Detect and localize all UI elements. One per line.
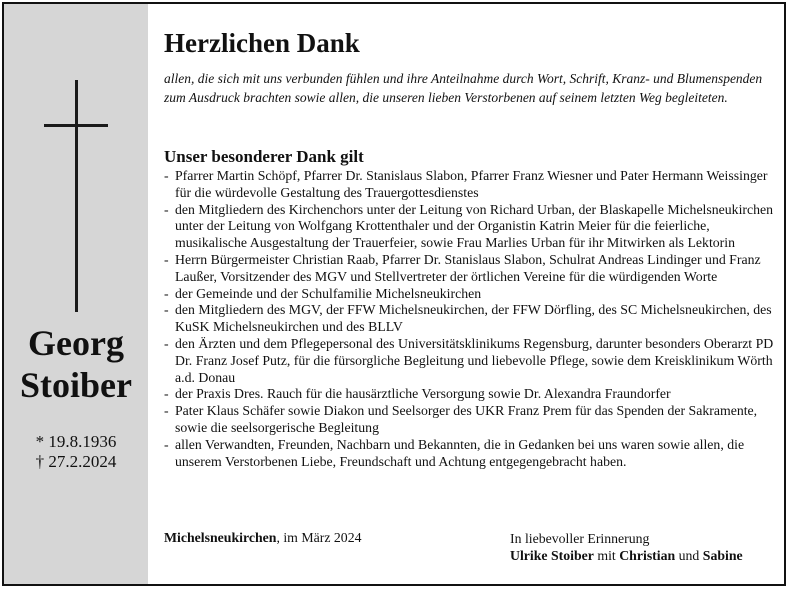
list-item: - der Gemeinde und der Schulfamilie Michelsneukirchen [164, 286, 779, 303]
list-item: - Herrn Bürgermeister Christian Raab, Pfarrer Dr. Stanislaus Slabon, Schulrat Andreas Lindinger und Franz Laußer, Vorsitzender des MGV und Stellvertreter der örtlichen Vereine für die würdigenden Worte [164, 252, 779, 286]
signature-block [510, 530, 743, 564]
birth-date: * 19.8.1936 [35, 432, 117, 451]
first-name: Georg [28, 323, 124, 363]
signer: Ulrike Stoiber [510, 548, 594, 563]
signer: Sabine [702, 548, 743, 563]
place: Michelsneukirchen [164, 530, 277, 545]
list-item: - den Mitgliedern des MGV, der FFW Michelsneukirchen, der FFW Dörfling, des SC Michelsneukirchen, des KuSK Michelsneukirchen und des BLLV [164, 302, 779, 336]
list-item: - Pfarrer Martin Schöpf, Pfarrer Dr. Stanislaus Slabon, Pfarrer Franz Wiesner und Pater Hermann Weissinger für die würdevolle Gestaltung des Trauergottesdienstes [164, 168, 779, 202]
deceased-name [4, 322, 148, 406]
list-item: - den Mitgliedern des Kirchenchors unter der Leitung von Richard Urban, der Blaskapelle Michelsneukirchen unter der Leitung von Wolfgang Krottenthaler und der Organistin Katrin Meier für die feierliche, musikalische Ausgestaltung der Trauerfeier, sowie Frau Marlies Urban für ihr Mitwirken als Lektorin [164, 202, 779, 252]
intro-text: allen, die sich mit uns verbunden fühlen und ihre Anteilnahme durch Wort, Schrift, Kranz- und Blumenspenden zum Ausdruck brachten sowie allen, die unseren lieben Verstorbenen auf seinem letzten Weg begleiteten. [164, 71, 763, 105]
list-item: - der Praxis Dres. Rauch für die hausärztliche Versorgung sowie Dr. Alexandra Fraundorfer [164, 386, 779, 403]
death-date: † 27.2.2024 [35, 452, 117, 471]
memory-line: In liebevoller Erinnerung [510, 531, 650, 546]
place-date [164, 530, 362, 546]
list-item: - Pater Klaus Schäfer sowie Diakon und Seelsorger des UKR Franz Prem für das Spenden der Sakramente, sowie die seelsorgerische Begleitung [164, 403, 779, 437]
obituary-notice [2, 2, 786, 586]
list-item: - allen Verwandten, Freunden, Nachbarn und Bekannten, die in Gedanken bei uns waren sowie allen, die unserem Verstorbenen Liebe, Freundschaft und Achtung entgegengebracht haben. [164, 437, 779, 471]
thanks-list [164, 168, 779, 470]
conjunction: und [675, 548, 703, 563]
signer: Christian [619, 548, 676, 563]
cross-icon-bar [44, 124, 108, 127]
sidebar-panel [4, 4, 148, 584]
last-name: Stoiber [20, 365, 132, 405]
life-dates [4, 432, 148, 472]
cross-icon [75, 80, 78, 312]
page-title: Herzlichen Dank [164, 28, 360, 58]
section-heading: Unser besonderer Dank gilt [164, 147, 364, 166]
conjunction: mit [593, 548, 620, 563]
date: , im März 2024 [276, 530, 362, 545]
signers-line [510, 547, 743, 564]
list-item: - den Ärzten und dem Pflegepersonal des Universitätsklinikums Regensburg, darunter besonders Oberarzt PD Dr. Franz Josef Putz, für die fürsorgliche Begleitung und liebevolle Pflege, sowie dem Kreisklinikum Wörth a.d. Donau [164, 336, 779, 386]
